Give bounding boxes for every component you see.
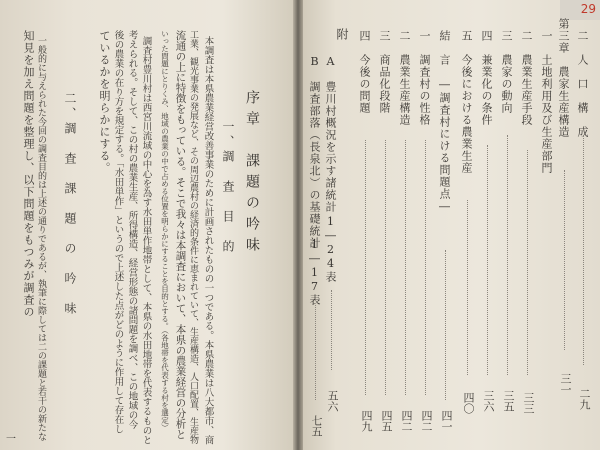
toc-page-number: 五六 [326,390,339,412]
toc-page-number: 四〇 [462,392,475,414]
toc-page-number: 四九 [360,410,373,432]
toc-page-number: 四五 [380,410,393,432]
toc-entry: 結 言 ―調査村にける問題点― [438,30,451,214]
toc-entry: 五 今後における農業生産 [460,30,473,174]
toc-entry: 三 商品化段階 [378,30,391,114]
section-title: 一、調 査 目 的 [221,120,235,255]
appendix-b-title: B 調査部落（長泉北）の基礎統計 [308,55,321,249]
page-tab [560,0,600,20]
toc-page-number: 三六 [482,390,495,412]
toc-entry: 一 調査村の性格 [418,30,431,126]
section-title: 二、調 査 課 題 の 吟 味 [63,92,77,317]
toc-page-number: 四一 [440,410,453,432]
toc-page-number: 四二 [400,410,413,432]
body-line: いった問題にとりくみ、地域の農業の中で占める位置を明らかにすることを目的とする。（各地帯を代表する村を選定） [160,30,170,432]
body-line: 調査村豊川村は西宮川流域の中心を為す水田単作地帯として、本県の水田地帯を代表するものと [140,36,152,445]
appendix-a-range: 1―24表 [324,215,337,283]
body-line: 流通の上に特徴をもっている。そこで我々は本調査において、本県の農業経営の分析と [174,30,187,440]
toc-entry: 二 人 口 構 成 [576,30,589,138]
appendix-label: 附 [335,28,349,41]
toc-entry: 第三章 農家生産構造 [557,18,570,138]
toc-page-number: 三五 [502,390,515,412]
body-line: ているかを明らかにする。 [98,30,111,174]
appendix-a-title: A 豊川村概況を示す諸統計 [324,55,337,213]
toc-entry: 一 土地利用及び生産部門 [540,30,553,174]
body-line: 考えられる。そして、この村の農業生産、所得構造、経営形態の諸問題を調べ、この地域の今 [126,30,138,429]
toc-page-number: 四二 [420,410,433,432]
appendix-b-range: 1―17表 [308,238,321,306]
book-gutter [293,0,303,450]
toc-entry: 二 農業生産手段 [520,30,533,126]
body-line: 工業、観光事業の発展など、その周辺農村の経済的条件に恵まれていて、生産構造、人口配置、生産物 [188,30,198,444]
toc-page-number: 三一 [559,373,572,395]
body-line: 本調査は本県農業経営改善事業のために計画されたものの一つである。本県農業は八大都市、商 [202,36,214,445]
toc-entry: 四 兼業化の条件 [480,30,493,126]
toc-page-number: 二九 [578,388,591,410]
body-line: 一般的に与えられた今回の調査目的は上述の通りであるが、執筆に際しては二の課題と若干の新たな [36,36,46,441]
chapter-title: 序章 課題の吟味 [244,90,260,258]
toc-entry: 四 今後の問題 [358,30,371,114]
tab-number: 29 [580,2,596,16]
toc-page-number: 七五 [310,415,323,437]
toc-entry: 二 農業生産構造 [398,30,411,126]
toc-page-number: 三三 [522,392,535,414]
toc-entry: 三 農家の動向 [500,30,513,114]
page-number: 一 [6,434,16,445]
body-line: 知見を加え問題を整理し、以下問題をもつみが調査の [22,30,35,318]
body-line: 後の農業の在り方を規定する。「水田単作」というので上述した点がどのように作用して存在し [112,30,124,434]
